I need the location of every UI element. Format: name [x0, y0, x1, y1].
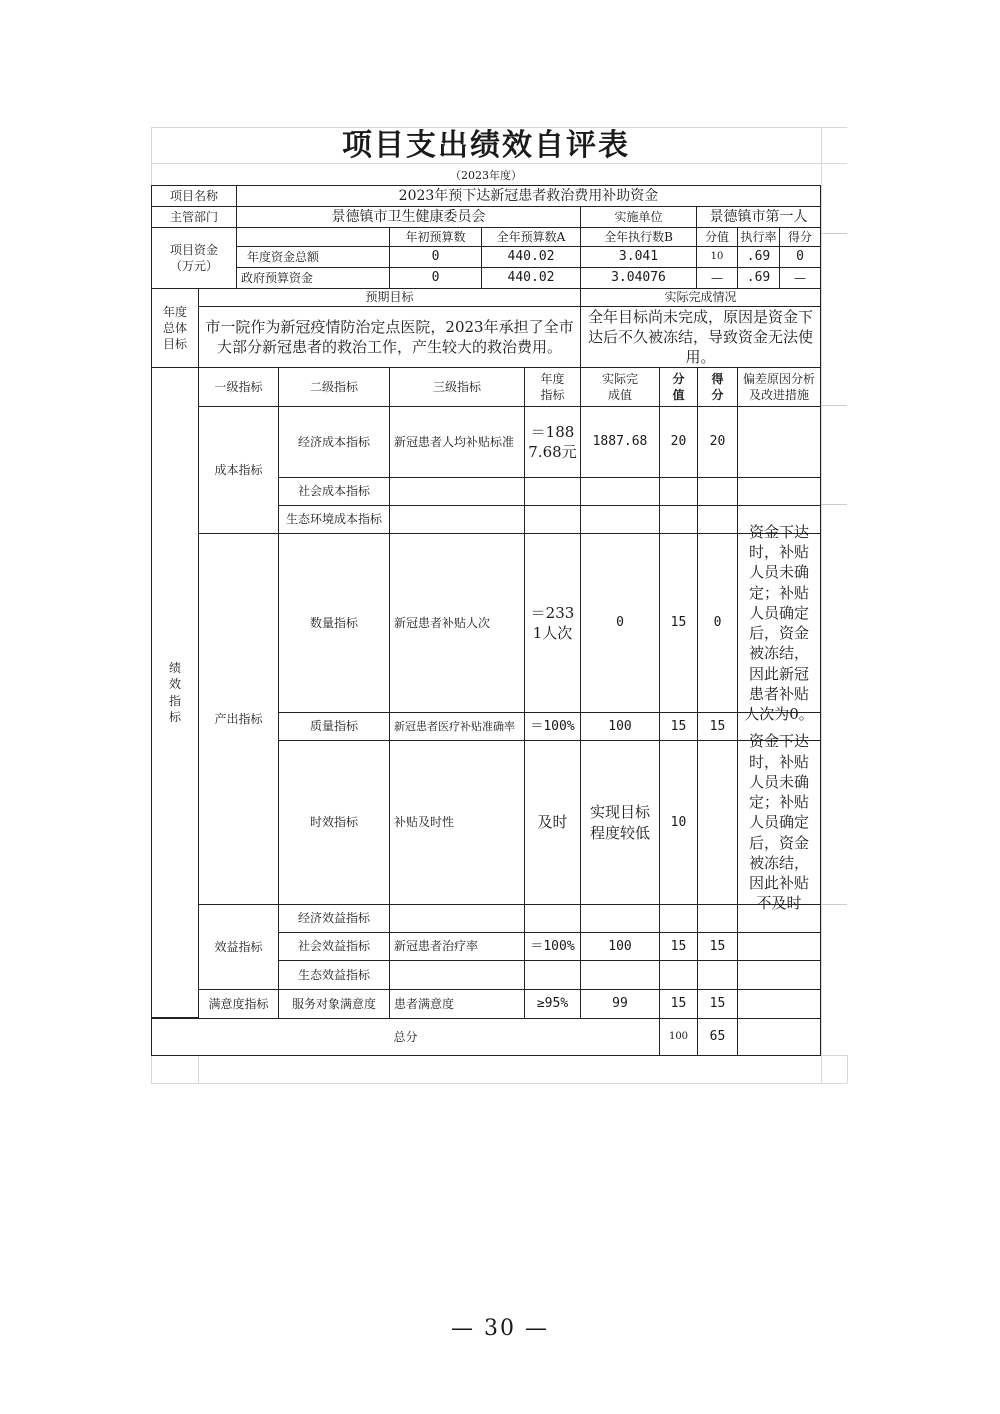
qty-got: 0: [697, 533, 738, 713]
hdr-actual: 实际完成值: [580, 367, 660, 407]
grid-line: [847, 1055, 848, 1083]
year-subtitle: （2023年度）: [450, 169, 522, 182]
grid-line: [198, 1055, 199, 1083]
empty-cell: [659, 505, 698, 534]
hdr-level1: 一级指标: [198, 367, 279, 407]
empty-cell: [580, 960, 660, 990]
row1-initial: 0: [389, 246, 482, 268]
qty-l3: 新冠患者补贴人次: [389, 533, 525, 713]
hdr-got: 得分: [697, 367, 738, 407]
empty-cell: [389, 505, 525, 534]
empty-cell: [737, 932, 821, 961]
col-exec: 全年执行数B: [580, 227, 697, 247]
satisfaction-indicator: 满意度指标: [198, 989, 279, 1019]
empty-cell: [580, 505, 660, 534]
hdr-target: 年度指标: [524, 367, 581, 407]
service-indicator: 服务对象满意度: [278, 989, 390, 1019]
hdr-level3: 三级指标: [389, 367, 525, 407]
service-actual: 99: [580, 989, 660, 1019]
col-initial: 年初预算数: [389, 227, 482, 247]
qty-score: 15: [659, 533, 698, 713]
empty-cell: [524, 505, 581, 534]
time-score: 10: [659, 740, 698, 905]
col-score: 分值: [696, 227, 738, 247]
time-actual: 实现目标程度较低: [580, 740, 660, 905]
cost-indicator: 成本指标: [198, 406, 279, 534]
empty-cell: [737, 960, 821, 990]
econ-cost-score: 20: [659, 406, 698, 478]
empty-cell: [697, 477, 738, 506]
empty-cell: [389, 904, 525, 933]
hdr-score: 分值: [659, 367, 698, 407]
page-number: — 30 —: [451, 1316, 549, 1341]
empty-cell: [697, 505, 738, 534]
row2-got: —: [779, 267, 821, 289]
hdr-reason: 偏差原因分析及改进措施: [737, 367, 821, 407]
quality-actual: 100: [580, 712, 660, 741]
econ-cost-l3: 新冠患者人均补贴标准: [389, 406, 525, 478]
econ-cost: 经济成本指标: [278, 406, 390, 478]
row1-exec: 3.041: [580, 246, 697, 268]
grid-line: [821, 233, 847, 234]
impl-value: 景德镇市第一人: [696, 206, 821, 228]
output-indicator: 产出指标: [198, 533, 279, 905]
social-got: 15: [697, 932, 738, 961]
qty-target: ＝2331人次: [524, 533, 581, 713]
quality-got: 15: [697, 712, 738, 741]
row1-got: 0: [779, 246, 821, 268]
row2-label: 政府预算资金: [236, 267, 390, 289]
empty-cell: [659, 960, 698, 990]
empty-cell: [697, 740, 738, 905]
col-rate: 执行率: [737, 227, 780, 247]
social-target: ＝100%: [524, 932, 581, 961]
eco-cost: 生态环境成本指标: [278, 505, 390, 534]
benefit-indicator: 效益指标: [198, 904, 279, 990]
grid-line: [151, 1083, 847, 1084]
empty-cell: [737, 989, 821, 1019]
econ-cost-actual: 1887.68: [580, 406, 660, 478]
quality-target: ＝100%: [524, 712, 581, 741]
row2-score: —: [696, 267, 738, 289]
project-name: 2023年预下达新冠患者救治费用补助资金: [236, 185, 821, 207]
empty-cell: [737, 1018, 821, 1056]
total-got: 65: [697, 1018, 738, 1056]
econ-cost-got: 20: [697, 406, 738, 478]
row1-rate: .69: [737, 246, 780, 268]
empty-cell: [524, 904, 581, 933]
time-indicator: 时效指标: [278, 740, 390, 905]
grid-line: [821, 504, 847, 505]
qty-reason: 资金下达时，补贴人员未确定；补贴人员确定后，资金被冻结，因此新冠患者补贴人次为0。: [737, 533, 821, 713]
empty-cell: [580, 904, 660, 933]
econ-cost-reason: [737, 406, 821, 478]
dept-label: 主管部门: [151, 206, 237, 228]
actual-goal: 全年目标尚未完成，原因是资金下达后不久被冻结，导致资金无法使用。: [580, 306, 821, 368]
row1-label: 年度资金总额: [236, 246, 390, 268]
actual-label: 实际完成情况: [580, 288, 821, 307]
eco-benefit: 生态效益指标: [278, 960, 390, 990]
col-got: 得分: [779, 227, 821, 247]
service-score: 15: [659, 989, 698, 1019]
econ-benefit: 经济效益指标: [278, 904, 390, 933]
indicators-label: 绩效指标: [151, 367, 199, 1018]
empty-cell: [524, 960, 581, 990]
empty-cell: [659, 477, 698, 506]
row2-rate: .69: [737, 267, 780, 289]
funds-blank: [236, 227, 390, 247]
empty-cell: [737, 477, 821, 506]
quality-indicator: 质量指标: [278, 712, 390, 741]
time-reason: 资金下达时，补贴人员未确定；补贴人员确定后，资金被冻结，因此补贴不及时: [737, 740, 821, 905]
funds-label: 项目资金（万元）: [151, 227, 237, 289]
empty-cell: [697, 904, 738, 933]
time-l3: 补贴及时性: [389, 740, 525, 905]
qty-actual: 0: [580, 533, 660, 713]
service-target: ≥95%: [524, 989, 581, 1019]
expected-goal: 市一院作为新冠疫情防治定点医院，2023年承担了全市大部分新冠患者的救治工作，产生较大的救治费用。: [198, 306, 581, 368]
row1-full: 440.02: [481, 246, 581, 268]
total-label: 总分: [151, 1018, 660, 1056]
total-score: 100: [659, 1018, 698, 1056]
service-l3: 患者满意度: [389, 989, 525, 1019]
empty-cell: [737, 904, 821, 933]
row2-initial: 0: [389, 267, 482, 289]
empty-cell: [697, 960, 738, 990]
col-full: 全年预算数A: [481, 227, 581, 247]
grid-line: [821, 405, 847, 406]
grid-line: [821, 904, 847, 905]
service-got: 15: [697, 989, 738, 1019]
quality-l3: 新冠患者医疗补贴准确率: [389, 712, 525, 741]
empty-cell: [580, 477, 660, 506]
empty-cell: [524, 477, 581, 506]
empty-cell: [389, 477, 525, 506]
grid-line: [821, 127, 822, 1083]
row2-exec: 3.04076: [580, 267, 697, 289]
social-score: 15: [659, 932, 698, 961]
impl-label: 实施单位: [580, 206, 697, 228]
social-benefit: 社会效益指标: [278, 932, 390, 961]
empty-cell: [389, 960, 525, 990]
econ-cost-target: ＝1887.68元: [524, 406, 581, 478]
hdr-level2: 二级指标: [278, 367, 390, 407]
quality-score: 15: [659, 712, 698, 741]
project-name-label: 项目名称: [151, 185, 237, 207]
page-title: 项目支出绩效自评表: [342, 128, 630, 163]
dept-value: 景德镇市卫生健康委员会: [236, 206, 581, 228]
empty-cell: [659, 904, 698, 933]
time-target: 及时: [524, 740, 581, 905]
goals-label: 年度总体目标: [151, 288, 199, 368]
social-actual: 100: [580, 932, 660, 961]
row1-score: 10: [696, 246, 738, 268]
social-l3: 新冠患者治疗率: [389, 932, 525, 961]
social-cost: 社会成本指标: [278, 477, 390, 506]
qty-indicator: 数量指标: [278, 533, 390, 713]
expected-label: 预期目标: [198, 288, 581, 307]
row2-full: 440.02: [481, 267, 581, 289]
